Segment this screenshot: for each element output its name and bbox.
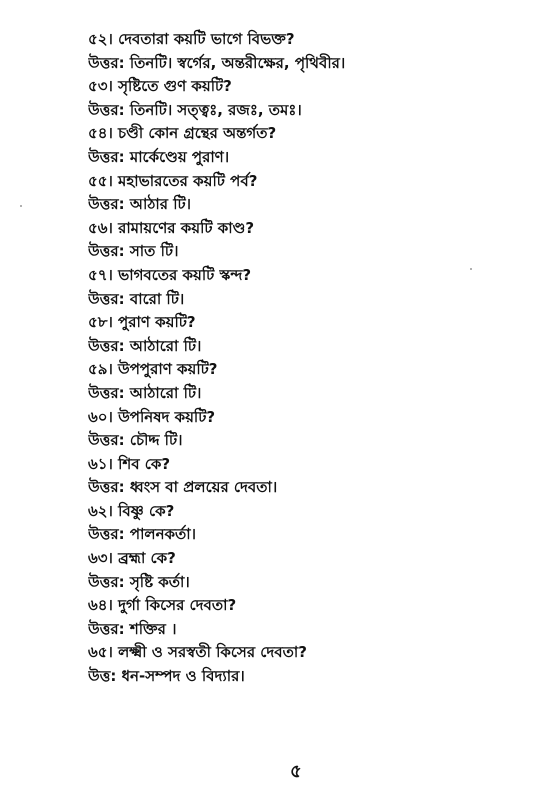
qa-item [88, 358, 508, 405]
qa-item [88, 547, 508, 594]
question-text: ৬৫। লক্ষ্মী ও সরস্বতী কিসের দেবতা? [88, 643, 307, 662]
answer-text: উত্তর: শক্তির । [88, 619, 177, 638]
qa-item [88, 28, 508, 75]
answer-text: উত্তর: সৃষ্টি কর্তা। [88, 572, 190, 591]
question-text: ৫৬। রামায়ণের কয়টি কাণ্ড? [88, 218, 255, 237]
question-text: ৫৩। সৃষ্টিতে গুণ কয়টি? [88, 77, 232, 96]
qa-item [88, 406, 508, 453]
answer-text: উত্তর: আঠারো টি। [88, 383, 202, 402]
answer-text: উত্তর: সাত টি। [88, 242, 179, 261]
question-text: ৫২। দেবতারা কয়টি ভাগে বিভক্ত? [88, 30, 295, 48]
answer-text: উত্তর: ধ্বংস বা প্রলয়ের দেবতা। [88, 478, 278, 497]
qa-item [88, 170, 508, 217]
question-text: ৬৪। দুর্গা কিসের দেবতা? [88, 596, 237, 615]
scan-speck [20, 205, 22, 207]
qa-item [88, 311, 508, 358]
qa-list [88, 28, 508, 689]
qa-item [88, 641, 508, 688]
question-text: ৫৫। মহাভারতের কয়টি পর্ব? [88, 171, 258, 190]
qa-item [88, 594, 508, 641]
answer-text: উত্ত: ধন-সম্পদ ও বিদ্যার। [88, 667, 245, 686]
question-text: ৫৯। উপপুরাণ কয়টি? [88, 360, 218, 379]
question-text: ৫৮। পুরাণ কয়টি? [88, 313, 196, 332]
answer-text: উত্তর: আঠার টি। [88, 195, 192, 214]
answer-text: উত্তর: আঠারো টি। [88, 336, 202, 355]
answer-text: উত্তর: বারো টি। [88, 289, 185, 308]
answer-text: উত্তর: তিনটি। স্বর্গের, অন্তরীক্ষের, পৃথিবীর। [88, 53, 346, 72]
qa-item [88, 500, 508, 547]
qa-item [88, 264, 508, 311]
answer-text: উত্তর: চৌদ্দ টি। [88, 431, 183, 450]
question-text: ৬০। উপনিষদ কয়টি? [88, 407, 216, 426]
page-number: ৫ [290, 761, 302, 782]
qa-item [88, 453, 508, 500]
answer-text: উত্তর: মার্কেণ্ডেয় পুরাণ। [88, 147, 230, 166]
answer-text: উত্তর: পালনকর্তা। [88, 525, 197, 544]
qa-item [88, 217, 508, 264]
question-text: ৬৩। ব্রহ্মা কে? [88, 549, 176, 568]
question-text: ৫৭। ভাগবতের কয়টি স্কন্দ? [88, 265, 252, 284]
qa-item [88, 75, 508, 122]
qa-item [88, 122, 508, 169]
question-text: ৬২। বিষ্ণু কে? [88, 501, 175, 520]
answer-text: উত্তর: তিনটি। সত্ত্বঃ, রজঃ, তমঃ। [88, 100, 302, 119]
question-text: ৫৪। চণ্ডী কোন গ্রন্থের অন্তর্গত? [88, 124, 277, 143]
question-text: ৬১। শিব কে? [88, 454, 171, 473]
